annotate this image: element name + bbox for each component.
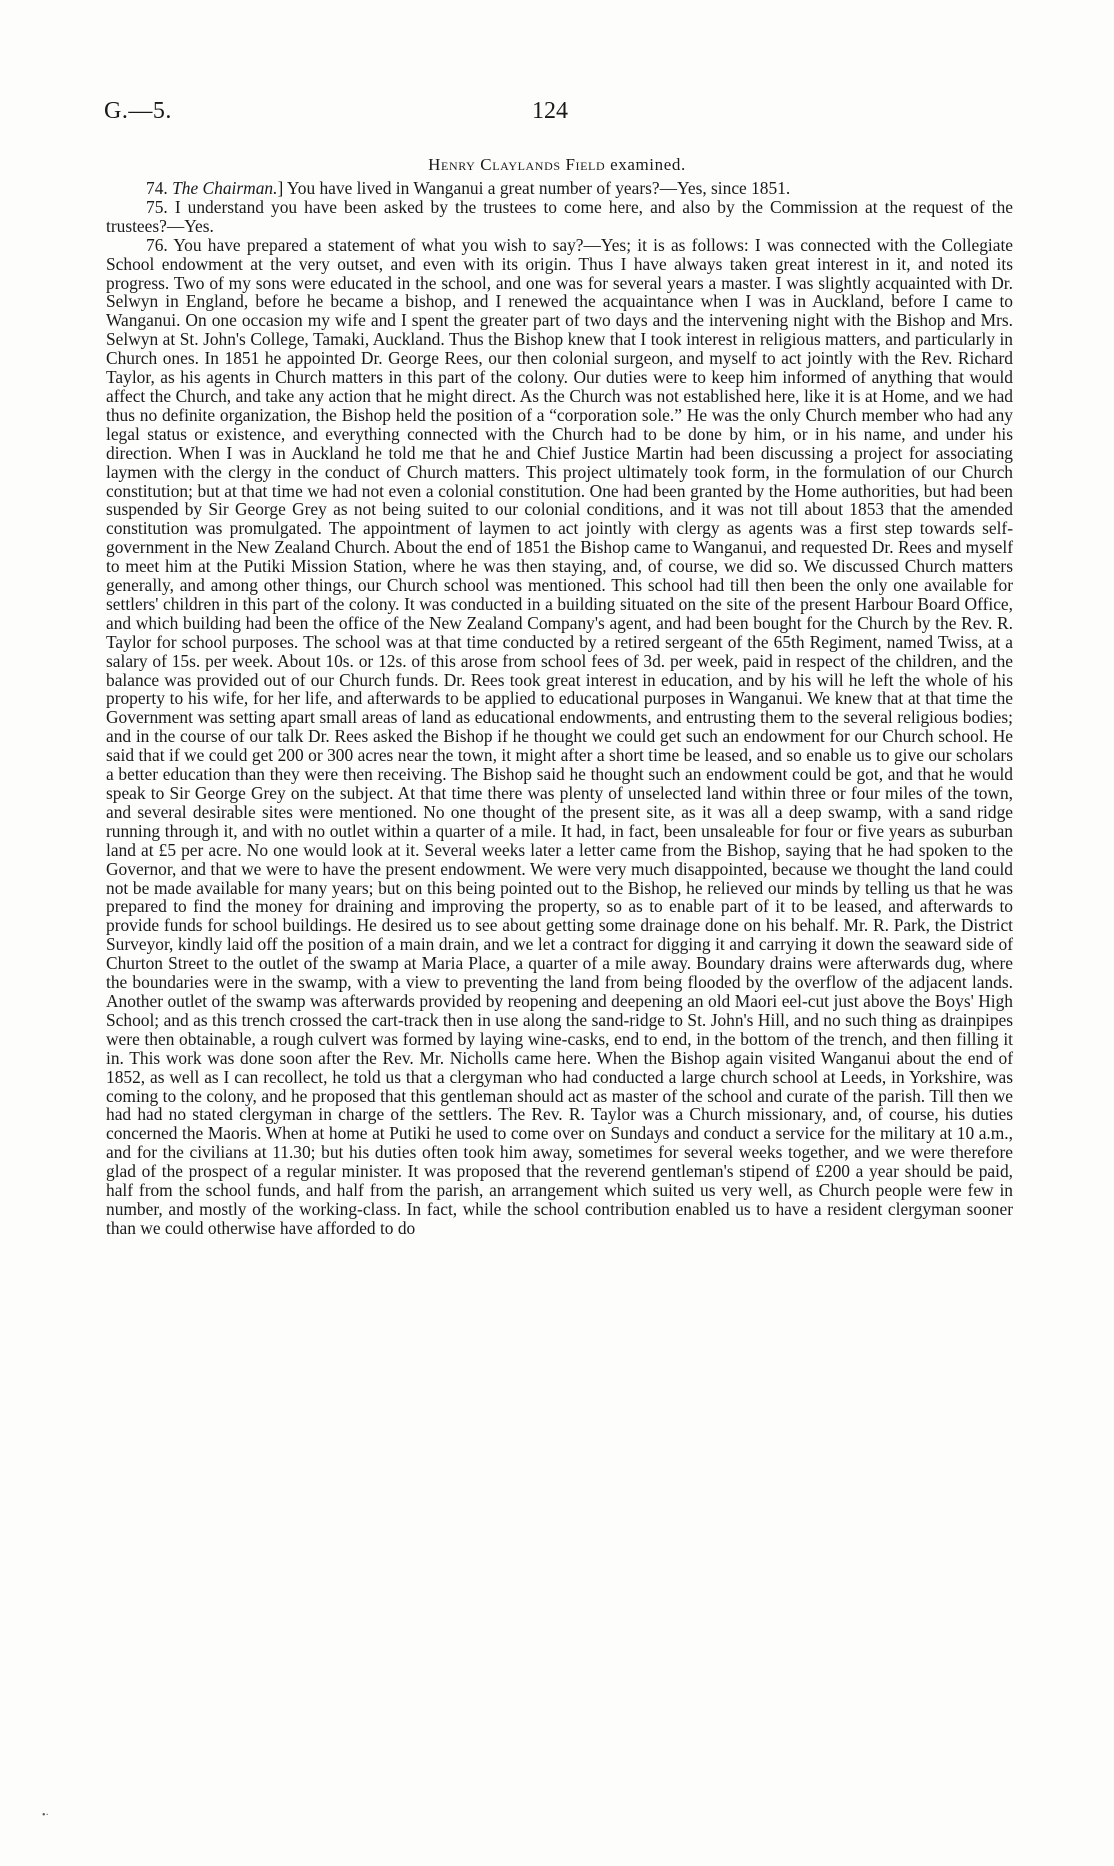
question-76: [106, 236, 1013, 1238]
document-reference: G.—5.: [104, 98, 172, 124]
question-74: [106, 179, 1013, 198]
margin-mark: •·: [42, 1810, 49, 1821]
question-text: ] You have lived in Wanganui a great number of years?—Yes, since 1851.: [277, 178, 791, 198]
question-number: 74.: [146, 178, 168, 198]
question-number: 76.: [146, 234, 168, 255]
speaker-label: The Chairman.: [172, 178, 278, 198]
question-75: [106, 198, 1013, 236]
question-text: I understand you have been asked by the trustees to come here, and also by the Commission at the request of the trustees?—Yes.: [106, 196, 1013, 236]
section-heading: [0, 155, 1114, 175]
page-number: 124: [532, 98, 568, 124]
witness-name: Henry Claylands Field: [428, 155, 606, 174]
heading-suffix: examined.: [610, 155, 686, 174]
question-number: 75.: [146, 196, 168, 217]
question-text: You have prepared a statement of what you wish to say?—Yes; it is as follows: I was connected with the Collegiate School endowment at the very outset, and even with its origin. Thus I have always taken great interest in it, and noted its progress. Two of my sons were educated in the school, and one was for several years a master. I was slightly acquainted with Dr. Selwyn in England, before he became a bishop, and I renewed the acquaintance when I was in Auckland, before I came to Wanganui. On one occasion my wife and I spent the greater part of two days and the intervening night with the Bishop and Mrs. Selwyn at St. John's College, Tamaki, Auckland. Thus the Bishop knew that I took interest in religious matters, and particularly in Church ones. In 1851 he appointed Dr. George Rees, our then colonial surgeon, and myself to act jointly with the Rev. Richard Taylor, as his agents in Church matters in this part of the colony. Our duties were to keep him informed of anything that would affect the Church, and take any action that he might direct. As the Church was not established here, like it is at Home, and we had thus no definite organization, the Bishop held the position of a “corporation sole.” He was the only Church member who had any legal status or existence, and everything connected with the Church had to be done by him, or in his name, and under his direction. When I was in Auckland he told me that he and Chief Justice Martin had been discussing a project for associating laymen with the clergy in the conduct of Church matters. This project ultimately took form, in the formulation of our Church constitution; but at that time we had not even a colonial constitution. One had been granted by the Home authorities, but had been suspended by Sir George Grey as not being suited to our colonial conditions, and it was not till about 1853 that the amended constitution was promulgated. The appointment of laymen to act jointly with clergy as agents was a first step towards self-government in the New Zealand Church. About the end of 1851 the Bishop came to Wanganui, and requested Dr. Rees and myself to meet him at the Putiki Mission Station, where he was then staying, and, of course, we did so. We discussed Church matters generally, and among other things, our Church school was mentioned. This school had till then been the only one available for settlers' children in this part of the colony. It was conducted in a building situated on the site of the present Harbour Board Office, and which building had been the office of the New Zealand Company's agent, and had been bought for the Church by the Rev. R. Taylor for school purposes. The school was at that time conducted by a retired sergeant of the 65th Regiment, named Twiss, at a salary of 15s. per week. About 10s. or 12s. of this arose from school fees of 3d. per week, paid in respect of the children, and the balance was provided out of our Church funds. Dr. Rees took great interest in education, and by his will he left the whole of his property to his wife, for her life, and afterwards to be applied to educational purposes in Wanganui. We knew that at that time the Government was setting apart small areas of land as educational endowments, and entrusting them to the several religious bodies; and in the course of our talk Dr. Rees asked the Bishop if he thought we could get such an endowment for our Church school. He said that if we could get 200 or 300 acres near the town, it might after a short time be leased, and so enable us to give our scholars a better education than they were then receiving. The Bishop said he thought such an endowment could be got, and that he would speak to Sir George Grey on the subject. At that time there was plenty of unselected land within three or four miles of the town, and several desirable sites were mentioned. No one thought of the present site, as it was all a deep swamp, with a sand ridge running through it, and with no outlet within a quarter of a mile. It had, in fact, been unsaleable for four or five years as suburban land at £5 per acre. No one would look at it. Several weeks later a letter came from the Bishop, saying that he had spoken to the Governor, and that we were to have the present endowment. We were very much disappointed, because we thought the land could not be made available for many years; but on this being pointed out to the Bishop, he relieved our minds by telling us that he was prepared to find the money for draining and improving the property, so as to enable part of it to be leased, and afterwards to provide funds for school buildings. He desired us to see about getting some drainage done on his behalf. Mr. R. Park, the District Surveyor, kindly laid off the position of a main drain, and we let a contract for digging it and carrying it down the seaward side of Churton Street to the outlet of the swamp at Maria Place, a quarter of a mile away. Boundary drains were afterwards dug, where the boundaries were in the swamp, with a view to preventing the land from being flooded by the overflow of the adjacent lands. Another outlet of the swamp was afterwards provided by reopening and deepening an old Maori eel-cut just above the Boys' High School; and as this trench crossed the cart-track then in use along the sand-ridge to St. John's Hill, and no such thing as drainpipes were then obtainable, a rough culvert was formed by laying wine-casks, end to end, in the bottom of the trench, and then filling it in. This work was done soon after the Rev. Mr. Nicholls came here. When the Bishop again visited Wanganui about the end of 1852, as well as I can recollect, he told us that a clergyman who had conducted a large church school at Leeds, in Yorkshire, was coming to the colony, and he proposed that this gentleman should act as master of the school and curate of the parish. Till then we had had no stated clergyman in charge of the settlers. The Rev. R. Taylor was a Church missionary, and, of course, his duties concerned the Maoris. When at home at Putiki he used to come over on Sundays and conduct a service for the military at 10 a.m., and for the civilians at 11.30; but his duties often took him away, sometimes for several weeks together, and we were therefore glad of the prospect of a regular minister. It was proposed that the reverend gentleman's stipend of £200 a year should be paid, half from the school funds, and half from the parish, an arrangement which suited us very well, as Church people were few in number, and mostly of the working-class. In fact, while the school contribution enabled us to have a resident clergyman sooner than we could otherwise have afforded to do: [106, 234, 1014, 1238]
testimony-body: [106, 179, 1013, 1238]
